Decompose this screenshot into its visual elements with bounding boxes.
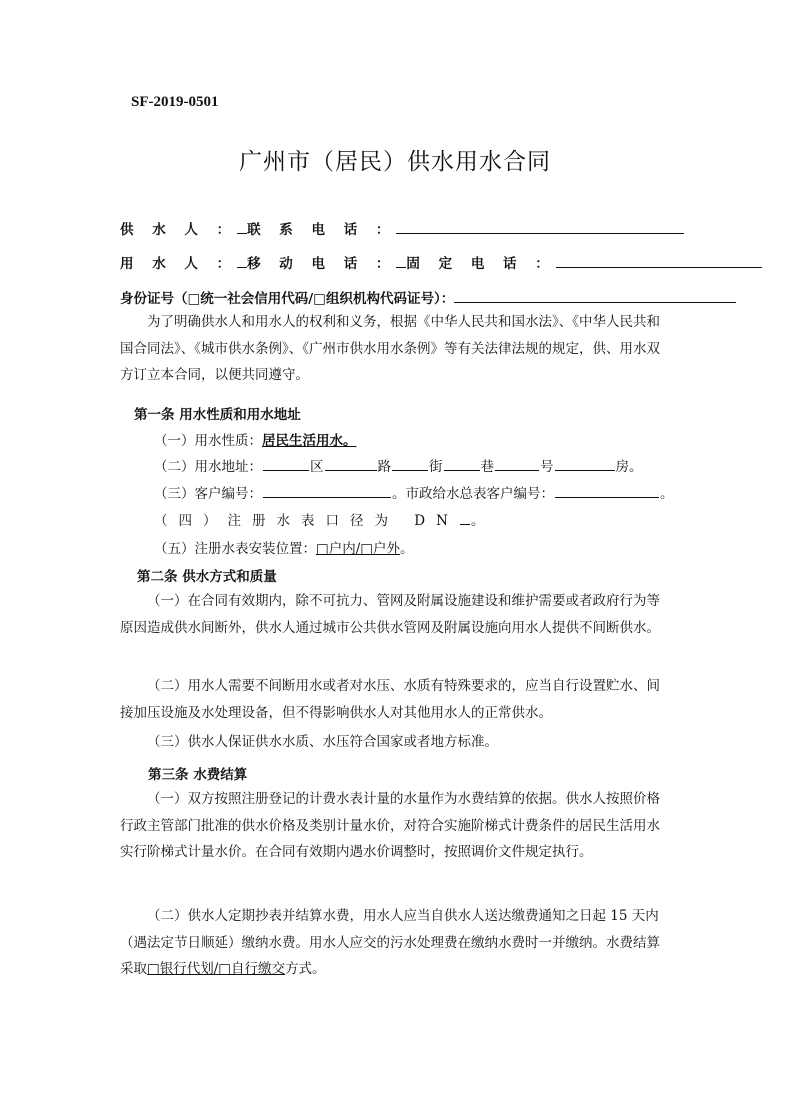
article2-title: 第二条 供水方式和质量 — [137, 569, 277, 585]
article1-address — [154, 454, 643, 481]
document-code: SF-2019-0501 — [131, 94, 219, 110]
user-mobile-blank[interactable] — [396, 253, 406, 268]
install-label: （五）注册水表安装位置： — [154, 541, 316, 557]
payment-method-option[interactable]: □银行代划/□自行缴交 — [147, 961, 286, 977]
article1-customer — [154, 481, 674, 508]
install-end: 。 — [400, 541, 414, 557]
addr-lu-blank[interactable] — [325, 457, 377, 471]
supplier-label: 供 水 人 ： — [120, 222, 238, 238]
article1-install — [154, 536, 414, 563]
nature-label: （一）用水性质： — [154, 433, 262, 449]
user-label: 用 水 人 ： — [120, 256, 238, 272]
addr-hao-blank[interactable] — [495, 457, 539, 471]
article3-title: 第三条 水费结算 — [148, 767, 248, 783]
addr-fang-blank[interactable] — [555, 457, 615, 471]
user-phone-blank[interactable] — [556, 253, 762, 268]
addr-hao: 号 — [540, 459, 554, 475]
article3-p2-end: 方式。 — [285, 961, 326, 977]
user-line — [120, 252, 762, 272]
addr-jie: 街 — [429, 459, 443, 475]
customer-label: （三）客户编号： — [154, 486, 262, 502]
caliber-label: （四）注册水表口径为 DN — [154, 513, 459, 529]
article3-p1: （一）双方按照注册登记的计费水表计量的水量作为水费结算的依据。供水人按照价格行政主管部门批准的供水价格及类别计量水价，对符合实施阶梯式计费条件的居民生活用水实行阶梯式计量水价。在合同有效期内遇水价调整时，按照调价文件规定执行。 — [120, 791, 660, 860]
user-phone-label: 固 定 电 话 ： — [406, 256, 556, 272]
supplier-contact-label: 联 系 电 话 ： — [247, 222, 397, 238]
addr-fang: 房。 — [615, 459, 643, 475]
article2-p1: （一）在合同有效期内，除不可抗力、管网及附属设施建设和维护需要或者政府行为等原因造成供水间断外，供水人通过城市公共供水管网及附属设施向用水人提供不间断供水。 — [120, 593, 660, 636]
customer-mid: 。市政给水总表客户编号： — [392, 486, 554, 502]
article3-p2-text: （二）供水人定期抄表并结算水费，用水人应当自供水人送达缴费通知之日起 15 天内（遇法定节日顺延）缴纳水费。用水人应交的污水处理费在缴纳水费时一并缴纳。水费结算采取 — [120, 908, 660, 977]
supplier-blank[interactable] — [237, 219, 247, 234]
addr-xiang: 巷 — [480, 459, 494, 475]
nature-value: 居民生活用水。 — [262, 433, 357, 449]
id-label: 身份证号（□统一社会信用代码/□组织机构代码证号）： — [120, 291, 455, 307]
install-value[interactable]: □户内/□户外 — [316, 541, 401, 557]
supplier-contact-blank[interactable] — [396, 219, 684, 234]
article3-p2 — [120, 903, 672, 983]
article1-caliber — [154, 508, 495, 535]
addr-qu: 区 — [310, 459, 324, 475]
addr-lu: 路 — [377, 459, 391, 475]
caliber-end: 。 — [470, 513, 496, 529]
id-line — [120, 287, 736, 307]
article1-title: 第一条 用水性质和用水地址 — [134, 407, 301, 423]
customer-number-blank[interactable] — [263, 484, 391, 498]
user-blank[interactable] — [237, 253, 247, 268]
addr-xiang-blank[interactable] — [444, 457, 480, 471]
article1-nature — [154, 428, 357, 455]
address-label: （二）用水地址： — [154, 459, 262, 475]
addr-qu-blank[interactable] — [263, 457, 309, 471]
preamble: 为了明确供水人和用水人的权利和义务，根据《中华人民共和国水法》、《中华人民共和国合同法》、《城市供水条例》、《广州市供水用水条例》等有关法律法规的规定，供、用水双方订立本合同，以便共同遵守。 — [120, 314, 660, 383]
user-mobile-label: 移 动 电 话 ： — [247, 256, 397, 272]
master-meter-number-blank[interactable] — [555, 484, 659, 498]
article2-p2: （二）用水人需要不间断用水或者对水压、水质有特殊要求的，应当自行设置贮水、间接加压设施及水处理设备，但不得影响供水人对其他用水人的正常供水。 — [120, 678, 660, 721]
customer-end: 。 — [660, 486, 674, 502]
id-blank[interactable] — [454, 288, 736, 303]
addr-jie-blank[interactable] — [392, 457, 428, 471]
supplier-line — [120, 218, 684, 238]
document-title: 广州市（居民）供水用水合同 — [239, 149, 551, 175]
caliber-blank[interactable] — [460, 511, 470, 525]
article2-p3: （三）供水人保证供水水质、水压符合国家或者地方标准。 — [147, 734, 498, 750]
